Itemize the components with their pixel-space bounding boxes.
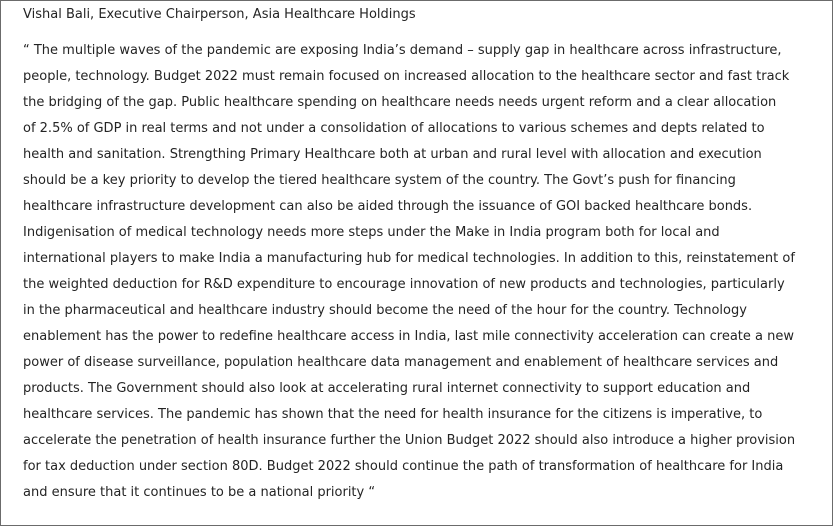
quote-line: in the pharmaceutical and healthcare industry should become the need of the hour for the country. Technology [23, 303, 747, 318]
quote-line: enablement has the power to redefine healthcare access in India, last mile connectivity acceleration can create a new [23, 329, 795, 344]
quote-line: “ The multiple waves of the pandemic are exposing India’s demand – supply gap in healthcare across infrastructure, [23, 43, 782, 58]
quote-line: the weighted deduction for R&D expenditure to encourage innovation of new products and technologies, particularly [23, 277, 785, 292]
quote-line: international players to make India a manufacturing hub for medical technologies. In addition to this, reinstatement of [23, 251, 795, 266]
attribution-text: Vishal Bali, Executive Chairperson, Asia Healthcare Holdings [23, 7, 416, 22]
quote-line: accelerate the penetration of health insurance further the Union Budget 2022 should also introduce a higher provision [23, 433, 796, 448]
quote-line: products. The Government should also look at accelerating rural internet connectivity to support education and [23, 381, 751, 396]
quote-line: should be a key priority to develop the tiered healthcare system of the country. The Govt’s push for financing [23, 173, 736, 188]
quote-line: health and sanitation. Strengthing Primary Healthcare both at urban and rural level with allocation and execution [23, 147, 762, 162]
quote-content [23, 5, 823, 506]
quote-line: people, technology. Budget 2022 must remain focused on increased allocation to the healthcare sector and fast track [23, 69, 790, 84]
quote-line: healthcare infrastructure development can also be aided through the issuance of GOI backed healthcare bonds. [23, 199, 753, 214]
quote-line: Indigenisation of medical technology needs more steps under the Make in India program both for local and [23, 225, 720, 240]
quote-line: the bridging of the gap. Public healthcare spending on healthcare needs needs urgent reform and a clear allocation [23, 95, 777, 110]
quote-line: for tax deduction under section 80D. Budget 2022 should continue the path of transformation of healthcare for India [23, 459, 784, 474]
quote-line: and ensure that it continues to be a national priority “ [23, 485, 376, 500]
quote-line: healthcare services. The pandemic has shown that the need for health insurance for the citizens is imperative, to [23, 407, 763, 422]
quote-line: power of disease surveillance, population healthcare data management and enablement of healthcare services and [23, 355, 779, 370]
quote-paragraph [23, 38, 823, 506]
quote-line: of 2.5% of GDP in real terms and not under a consolidation of allocations to various schemes and depts related to [23, 121, 765, 136]
